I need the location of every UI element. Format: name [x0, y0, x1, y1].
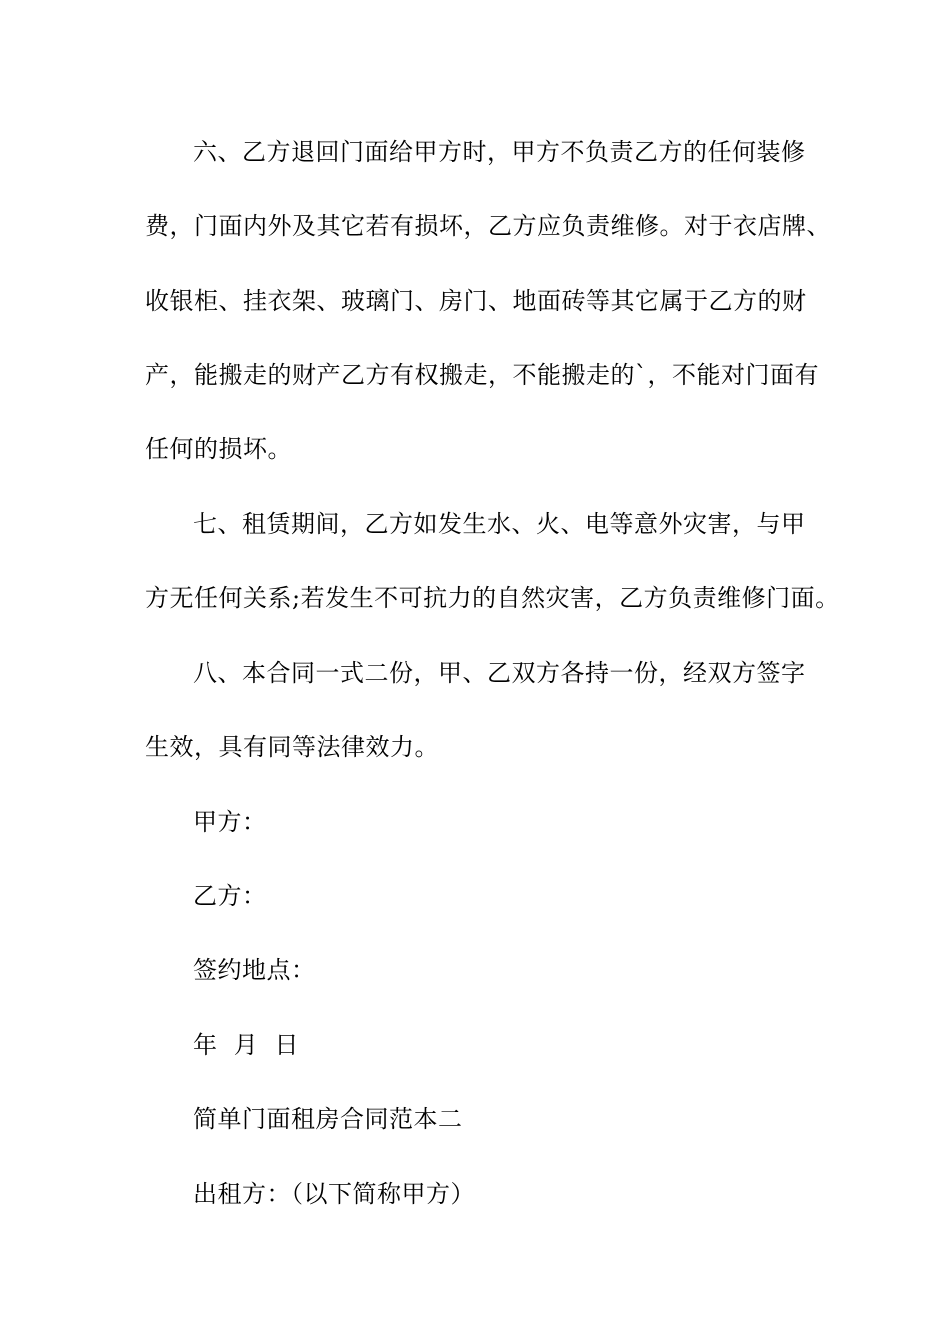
- clause-6-line-4: 产，能搬走的财产乙方有权搬走，不能搬走的`，不能对门面有: [145, 361, 819, 389]
- clause-8-line-2: 生效，具有同等法律效力。: [145, 733, 439, 761]
- clause-8-line-1: 八、本合同一式二份，甲、乙双方各持一份，经双方签字: [193, 659, 806, 687]
- party-b-label: 乙方：: [193, 882, 267, 910]
- party-a-label: 甲方：: [193, 808, 267, 836]
- date-label: 年 月 日: [193, 1031, 300, 1059]
- next-contract-title: 简单门面租房合同范本二: [193, 1105, 463, 1133]
- clause-6-line-5: 任何的损坏。: [145, 435, 292, 463]
- clause-7-line-1: 七、租赁期间，乙方如发生水、火、电等意外灾害，与甲: [193, 510, 806, 538]
- clause-7-line-2: 方无任何关系;若发生不可抗力的自然灾害，乙方负责维修门面。: [145, 584, 840, 612]
- sign-place-label: 签约地点：: [193, 956, 316, 984]
- clause-6-line-1: 六、乙方退回门面给甲方时，甲方不负责乙方的任何装修: [193, 138, 806, 166]
- clause-6-line-3: 收银柜、挂衣架、玻璃门、房门、地面砖等其它属于乙方的财: [145, 287, 807, 315]
- lessor-label: 出租方：（以下简称甲方）: [193, 1180, 475, 1208]
- clause-6-line-2: 费，门面内外及其它若有损坏，乙方应负责维修。对于衣店牌、: [145, 212, 831, 240]
